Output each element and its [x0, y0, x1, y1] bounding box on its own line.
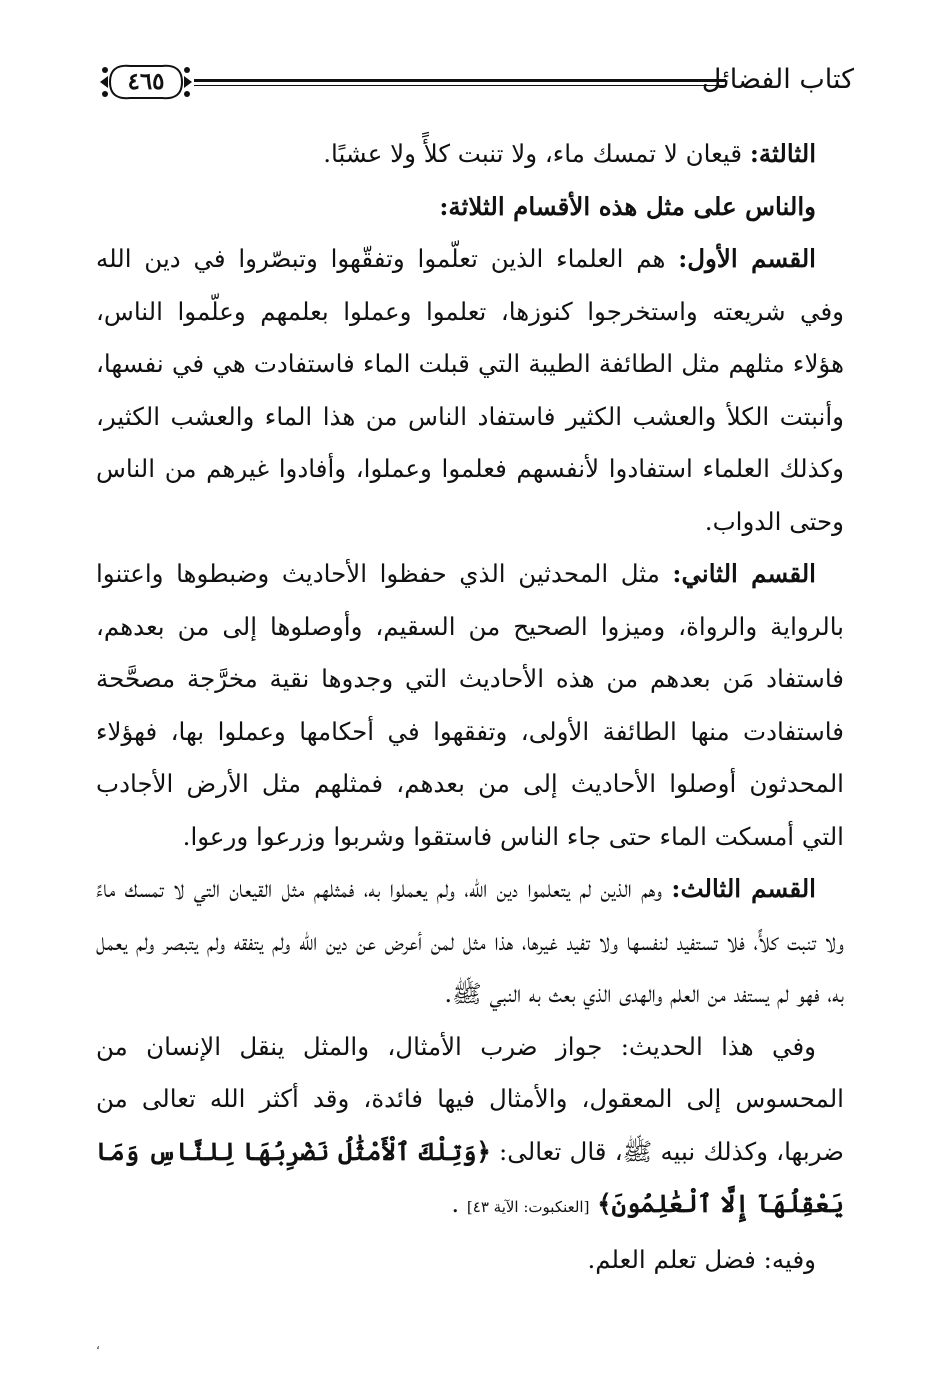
paragraph-text: وهم الذين لم يتعلموا دين الله، ولم يعملوا به، فمثلهم مثل القيعان التي لا تمسك ماءً ولا تنبت كلأً، فلا تستفيد لنفسها ولا تفيد غيرها، هذا مثل لمن أعرض عن دين الله ولم يتفقه ولم يتبصر ولم يعمل به، فهو لم يستفد من العلم والهدى الذي بعث به النبي ﷺ.: [96, 874, 844, 1008]
paragraph-first-category: [96, 233, 844, 548]
paragraph-lead: الثالثة:: [749, 139, 816, 168]
header-rule: [194, 79, 726, 82]
paragraph-text: وفيه: فضل تعلم العلم.: [587, 1244, 816, 1274]
page-number-ornament: [96, 56, 196, 108]
paragraph-third-category: [96, 863, 844, 1021]
page-body: [96, 128, 844, 1286]
paragraph-text: وفي هذا الحديث: جواز ضرب الأمثال، والمثل ينقل الإنسان من المحسوس إلى المعقول، والأمثال فيها فائدة، وقد أكثر الله تعالى من ضربها، وكذلك نبيه ﷺ، قال تعالى:: [96, 1031, 844, 1166]
paragraph-end: .: [451, 1189, 460, 1218]
paragraph-virtue-of-knowledge: [96, 1234, 844, 1287]
page-header: [96, 56, 854, 108]
page-number: ٤٦٥: [127, 68, 165, 95]
paragraph-lead: القسم الثاني:: [672, 559, 816, 588]
paragraph-second-category: [96, 548, 844, 863]
paragraph-hadith-benefits: [96, 1021, 844, 1234]
stray-mark: ،: [96, 1338, 100, 1352]
paragraph-text: مثل المحدثين الذي حفظوا الأحاديث وضبطوها واعتنوا بالرواية والرواة، وميزوا الصحيح من السقيم، وأوصلوها إلى من بعدهم، فاستفاد مَن بعدهم من هذه الأحاديث التي وجدوها نقية مخرَّجة مصحَّحة فاستفادت منها الطائفة الأولى، وتفقهوا في أحكامها وعملوا بها، فهؤلاء المحدثون أوصلوا الأحاديث إلى من بعدهم، فمثلهم مثل الأرض الأجادب التي أمسكت الماء حتى جاء الناس فاستقوا وشربوا وزرعوا ورعوا.: [96, 559, 844, 851]
verse-citation: [العنكبوت: الآية ٤٣]: [466, 1198, 590, 1216]
header-rule-thin: [194, 85, 726, 86]
running-title: كتاب الفضائل: [701, 64, 854, 95]
paragraph-people-categories: [96, 181, 844, 234]
paragraph-third-land: [96, 128, 844, 181]
paragraph-text: قيعان لا تمسك ماء، ولا تنبت كلأً ولا عشبًا.: [323, 139, 750, 168]
paragraph-lead: القسم الثالث:: [671, 874, 816, 903]
paragraph-lead: القسم الأول:: [678, 244, 816, 273]
paragraph-text: هم العلماء الذين تعلّموا وتفقّهوا وتبصّروا في دين الله وفي شريعته واستخرجوا كنوزها، تعلموا وعملوا بعلمهم وعلّموا الناس، هؤلاء مثلهم مثل الطائفة الطيبة التي قبلت الماء فاستفادت هي في نفسها، وأنبتت الكلأ والعشب الكثير فاستفاد الناس من هذا الماء والعشب الكثير، وكذلك العلماء استفادوا لأنفسهم فعلموا وعملوا، وأفادوا غيرهم من الناس وحتى الدواب.: [96, 244, 845, 536]
quran-verse: ﴿وَتِلْكَ ٱلْأَمْثَٰلُ نَضْرِبُهَا لِلنَّاسِ وَمَا يَعْقِلُهَآ إِلَّا ٱلْعَٰلِمُونَ﴾: [96, 1136, 844, 1218]
paragraph-lead: والناس على مثل هذه الأقسام الثلاثة:: [439, 191, 816, 221]
